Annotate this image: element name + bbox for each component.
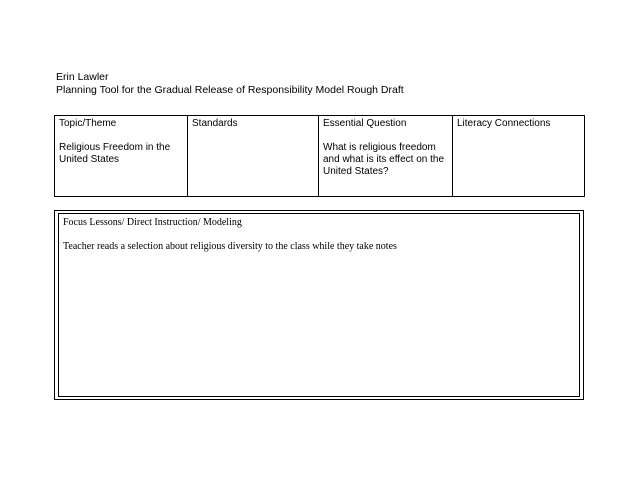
focus-lessons-inner-frame	[58, 213, 580, 397]
standards-heading: Standards	[192, 118, 238, 129]
document-subtitle: Planning Tool for the Gradual Release of Responsibility Model Rough Draft	[56, 84, 404, 96]
author-name: Erin Lawler	[56, 71, 109, 83]
planning-table-row	[55, 116, 585, 197]
essential-question-heading: Essential Question	[323, 118, 407, 129]
essential-question-content: What is religious freedom and what is its effect on the United States?	[323, 142, 445, 177]
focus-lessons-text: Teacher reads a selection about religious diversity to the class while they take notes	[63, 241, 397, 252]
essential-question-cell	[319, 116, 453, 197]
literacy-connections-heading: Literacy Connections	[457, 118, 551, 129]
literacy-connections-cell	[453, 116, 585, 197]
topic-theme-cell	[55, 116, 188, 197]
standards-cell	[188, 116, 319, 197]
topic-theme-content: Religious Freedom in the United States	[59, 142, 171, 165]
document-header	[56, 71, 404, 97]
focus-lessons-box	[54, 210, 584, 400]
planning-table	[54, 115, 585, 197]
topic-theme-heading: Topic/Theme	[59, 118, 117, 129]
focus-lessons-title: Focus Lessons/ Direct Instruction/ Modeling	[63, 217, 242, 228]
